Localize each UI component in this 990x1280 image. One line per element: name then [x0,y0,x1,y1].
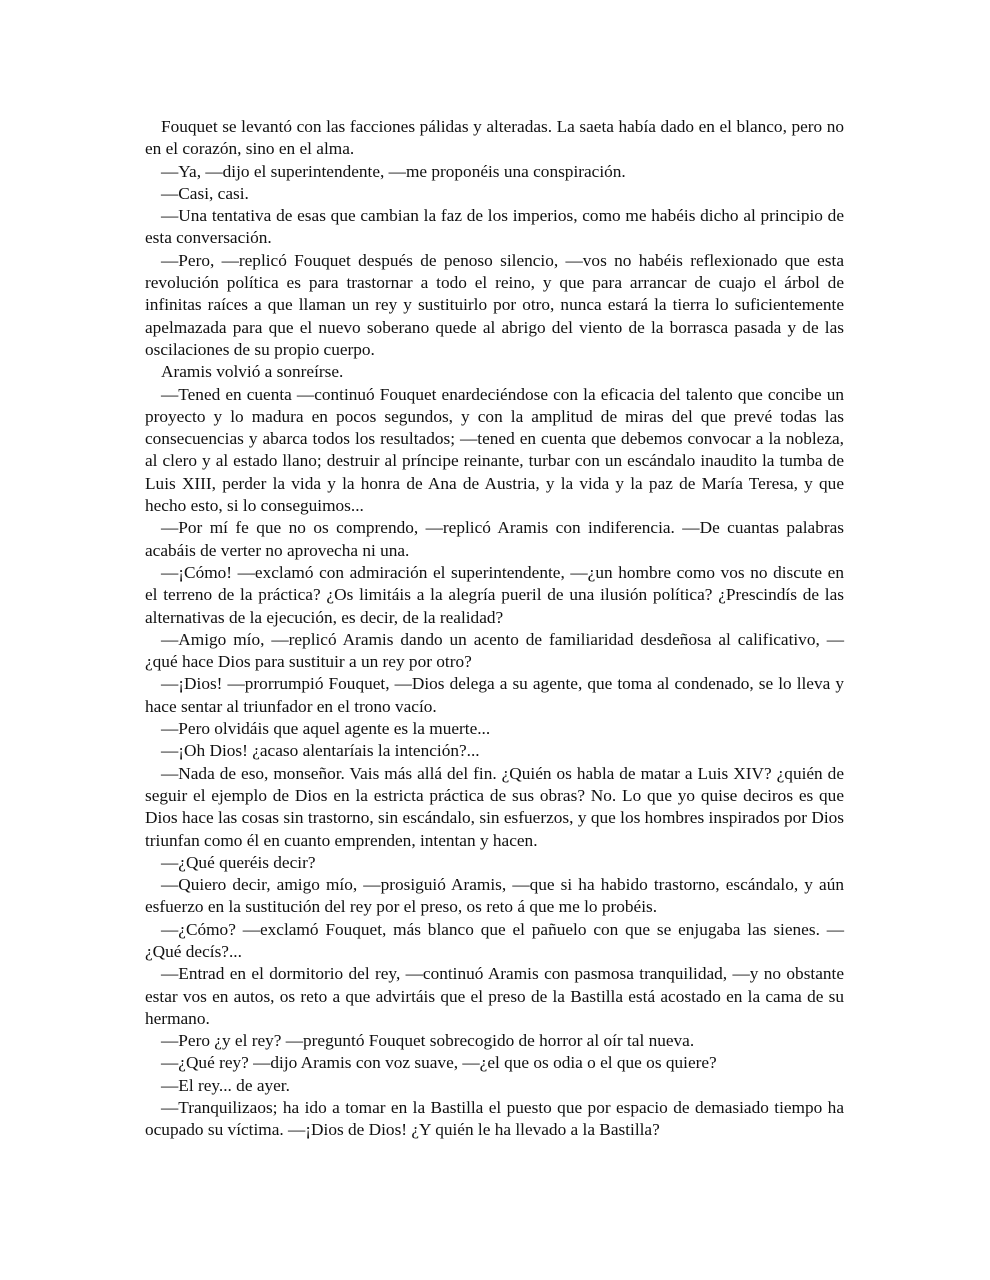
paragraph: —¿Cómo? —exclamó Fouquet, más blanco que el pañuelo con que se enjugaba las sienes. —¿Qué decís?... [145,919,844,961]
paragraph: —Amigo mío, —replicó Aramis dando un acento de familiaridad desdeñosa al calificativo, —¿qué hace Dios para sustituir a un rey por otro? [145,629,844,672]
paragraph: —¿Qué queréis decir? [161,852,316,872]
paragraph: —Ya, —dijo el superintendente, —me proponéis una conspiración. [161,161,626,181]
paragraph: —Nada de eso, monseñor. Vais más allá del fin. ¿Quién os habla de matar a Luis XIV? ¿quién de seguir el ejemplo de Dios en la estricta práctica de sus obras? No. Lo que yo quise deciros es que Dios hace las cosas sin trastorno, sin escándalo, sin esfuerzos, y que los hombres inspirados por Dios triunfan como él en cuanto emprenden, intentan y hacen. [145,763,844,850]
paragraph: —Pero, —replicó Fouquet después de penoso silencio, —vos no habéis reflexionado que esta revolución política es para trastornar a todo el reino, y que para arrancar de cuajo el árbol de infinitas raíces a que llaman un rey y sustituirlo por otro, nunca estará la tierra lo suficientemente apelmazada para que el nuevo soberano quede al abrigo del viento de la borrasca pasada y de las oscilaciones de su propio cuerpo. [145,250,844,359]
paragraph: —Pero ¿y el rey? —preguntó Fouquet sobrecogido de horror al oír tal nueva. [161,1031,695,1051]
document-page [145,116,844,1142]
paragraph: —¿Qué rey? —dijo Aramis con voz suave, —¿el que os odia o el que os quiere? [161,1053,717,1073]
paragraph: Fouquet se levantó con las facciones pálidas y alteradas. La saeta había dado en el blanco, pero no en el corazón, sino en el alma. [145,117,844,159]
paragraph: —Casi, casi. [161,183,249,203]
paragraph: Aramis volvió a sonreírse. [161,362,344,382]
paragraph: —Pero olvidáis que aquel agente es la muerte... [161,719,491,739]
paragraph: —Tranquilizaos; ha ido a tomar en la Bastilla el puesto que por espacio de demasiado tiempo ha ocupado su víctima. —¡Dios de Dios! ¿Y quién le ha llevado a la Bastilla? [145,1098,844,1140]
paragraph: —Tened en cuenta —continuó Fouquet enardeciéndose con la eficacia del talento que concibe un proyecto y lo madura en pocos segundos, y con la amplitud de miras del que prevé todas las consecuencias y abarca todos los resultados; —tened en cuenta que debemos convocar a la nobleza, al clero y al estado llano; destruir al príncipe reinante, turbar con un escándalo inaudito la tumba de Luis XIII, perder la vida y la honra de Ana de Austria, y la vida y la paz de María Teresa, y que hecho esto, si lo conseguimos... [145,384,844,516]
paragraph: —Entrad en el dormitorio del rey, —continuó Aramis con pasmosa tranquilidad, —y no obstante estar vos en autos, os reto a que advirtáis que el preso de la Bastilla está acostado en la cama de su hermano. [145,964,844,1028]
paragraph: —Una tentativa de esas que cambian la faz de los imperios, como me habéis dicho al principio de esta conversación. [145,206,844,248]
paragraph: —Por mí fe que no os comprendo, —replicó Aramis con indiferencia. —De cuantas palabras acabáis de verter no aprovecha ni una. [145,518,844,560]
paragraph: —¡Cómo! —exclamó con admiración el superintendente, —¿un hombre como vos no discute en el terreno de la práctica? ¿Os limitáis a la alegría pueril de una ilusión política? ¿Prescindís de las alternativas de la ejecución, es decir, de la realidad? [145,562,844,627]
paragraph: —¡Dios! —prorrumpió Fouquet, —Dios delega a su agente, que toma al condenado, se lo lleva y hace sentar al triunfador en el trono vacío. [145,674,844,716]
paragraph: —Quiero decir, amigo mío, —prosiguió Aramis, —que si ha habido trastorno, escándalo, y aún esfuerzo en la sustitución del rey por el preso, os reto á que me lo probéis. [145,875,844,917]
paragraph: —El rey... de ayer. [161,1075,290,1095]
paragraph: —¡Oh Dios! ¿acaso alentaríais la intención?... [161,741,480,761]
